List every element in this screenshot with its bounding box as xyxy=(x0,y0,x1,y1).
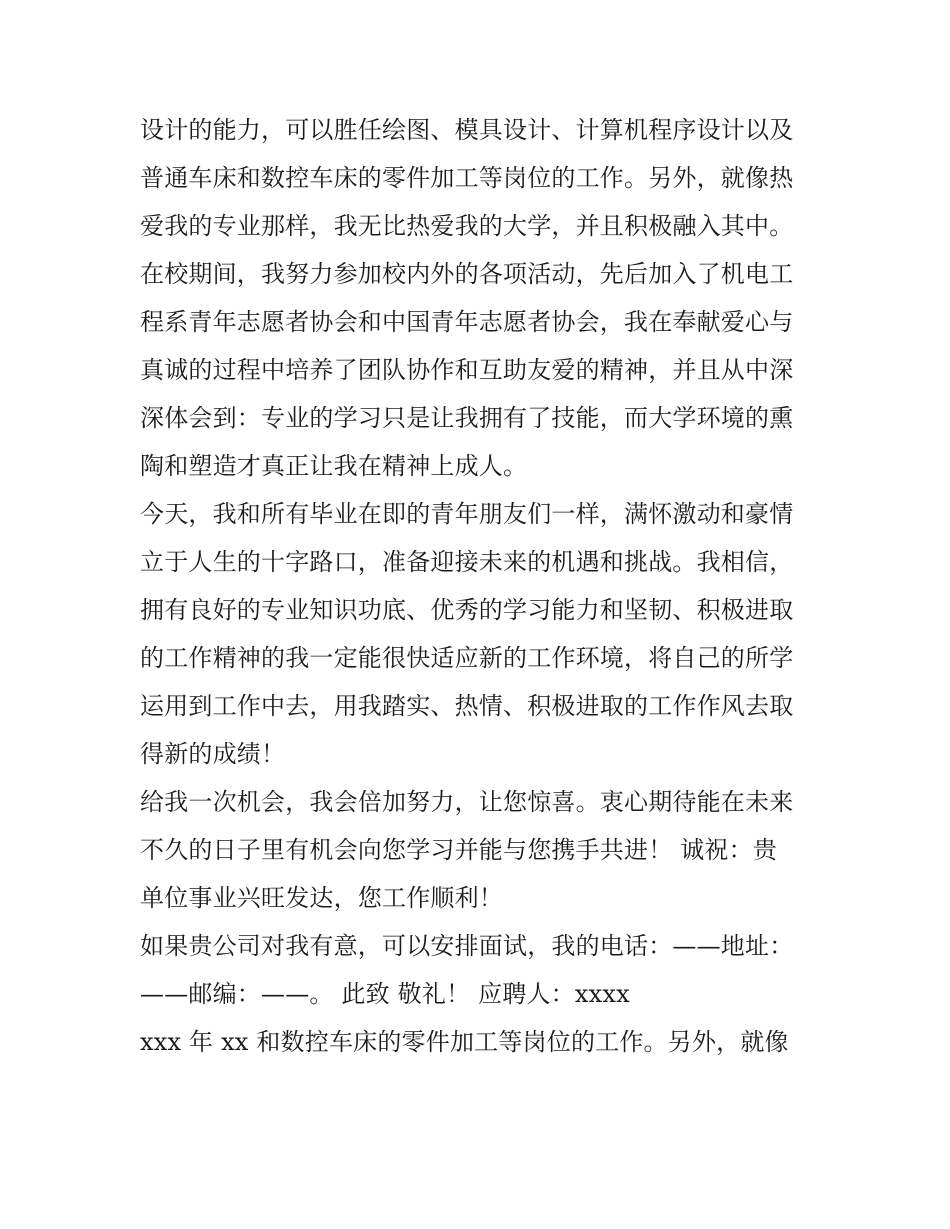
text-line: 陶和塑造才真正让我在精神上成人。 xyxy=(140,452,528,480)
text-line: 真诚的过程中培养了团队协作和互助友爱的精神，并且从中深 xyxy=(140,356,794,384)
text-line: 爱我的专业那样，我无比热爱我的大学，并且积极融入其中。 xyxy=(140,212,794,240)
text-line: 程系青年志愿者协会和中国青年志愿者协会，我在奉献爱心与 xyxy=(140,308,794,336)
text-line: ——邮编：——。 此致 敬礼！ 应聘人：xxxx xyxy=(140,980,630,1008)
text-line: 给我一次机会，我会倍加努力，让您惊喜。衷心期待能在未来 xyxy=(140,788,794,816)
text-line: 在校期间，我努力参加校内外的各项活动，先后加入了机电工 xyxy=(140,260,794,288)
text-line: 今天，我和所有毕业在即的青年朋友们一样，满怀激动和豪情 xyxy=(140,500,794,528)
text-line: 深体会到：专业的学习只是让我拥有了技能，而大学环境的熏 xyxy=(140,404,794,432)
text-line: 单位事业兴旺发达，您工作顺利！ xyxy=(140,884,503,912)
text-line: 拥有良好的专业知识功底、优秀的学习能力和坚韧、积极进取 xyxy=(140,596,794,624)
text-line: 设计的能力，可以胜任绘图、模具设计、计算机程序设计以及 xyxy=(140,116,794,144)
text-line: 不久的日子里有机会向您学习并能与您携手共进！ 诚祝：贵 xyxy=(140,836,778,864)
text-line: 的工作精神的我一定能很快适应新的工作环境，将自己的所学 xyxy=(140,644,794,672)
text-line: 立于人生的十字路口，准备迎接未来的机遇和挑战。我相信， xyxy=(140,548,794,576)
text-line: xxx 年 xx 和数控车床的零件加工等岗位的工作。另外，就像 xyxy=(140,1028,789,1056)
text-line: 如果贵公司对我有意，可以安排面试，我的电话：——地址： xyxy=(140,932,794,960)
body-text xyxy=(140,106,840,1066)
text-line: 得新的成绩！ xyxy=(140,740,286,768)
text-line: 普通车床和数控车床的零件加工等岗位的工作。另外，就像热 xyxy=(140,164,794,192)
text-line: 运用到工作中去，用我踏实、热情、积极进取的工作作风去取 xyxy=(140,692,794,720)
